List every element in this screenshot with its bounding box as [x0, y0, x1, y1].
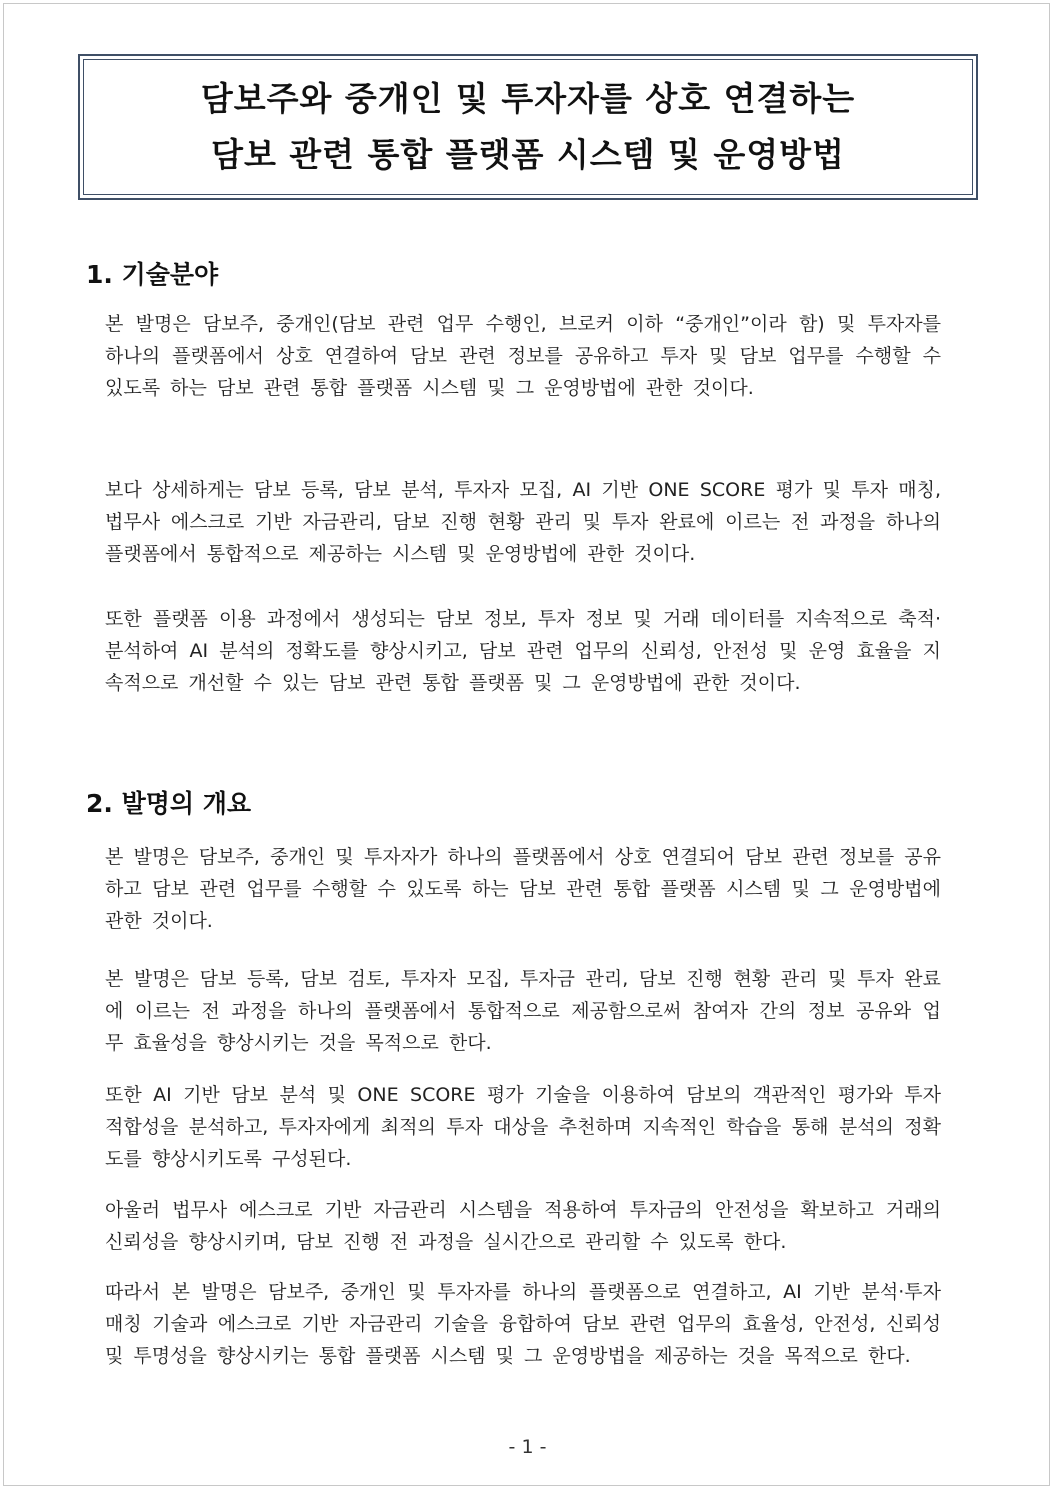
title-line-2: 담보 관련 통합 플랫폼 시스템 및 운영방법 — [211, 135, 845, 174]
title-box-inner — [83, 59, 973, 195]
section2-paragraph-2: 본 발명은 담보 등록, 담보 검토, 투자자 모집, 투자금 관리, 담보 진행 현황 관리 및 투자 완료에 이르는 전 과정을 하나의 플랫폼에서 통합적으로 제공함으로써 참여자 간의 정보 공유와 업무 효율성을 향상시키는 것을 목적으로 한다. — [105, 968, 941, 1054]
section2-paragraph-5: 따라서 본 발명은 담보주, 중개인 및 투자자를 하나의 플랫폼으로 연결하고, AI 기반 분석·투자 매칭 기술과 에스크로 기반 자금관리 기술을 융합하여 담보 관련 업무의 효율성, 안전성, 신뢰성 및 투명성을 향상시키는 통합 플랫폼 시스템 및 그 운영방법을 제공하는 것을 목적으로 한다. — [105, 1281, 941, 1367]
section-heading-summary: 2. 발명의 개요 — [86, 789, 252, 818]
section1-paragraph-2: 보다 상세하게는 담보 등록, 담보 분석, 투자자 모집, AI 기반 ONE SCORE 평가 및 투자 매칭, 법무사 에스크로 기반 자금관리, 담보 진행 현황 관리 및 투자 완료에 이르는 전 과정을 하나의 플랫폼에서 통합적으로 제공하는 시스템 및 운영방법에 관한 것이다. — [105, 479, 941, 565]
section2-paragraph-1: 본 발명은 담보주, 중개인 및 투자자가 하나의 플랫폼에서 상호 연결되어 담보 관련 정보를 공유하고 담보 관련 업무를 수행할 수 있도록 하는 담보 관련 통합 플랫폼 시스템 및 그 운영방법에 관한 것이다. — [105, 846, 941, 932]
page-number: - 1 - — [508, 1436, 547, 1458]
section-heading-technical-field: 1. 기술분야 — [86, 260, 219, 289]
document-page — [3, 3, 1050, 1486]
section2-paragraph-3: 또한 AI 기반 담보 분석 및 ONE SCORE 평가 기술을 이용하여 담보의 객관적인 평가와 투자 적합성을 분석하고, 투자자에게 최적의 투자 대상을 추천하며 지속적인 학습을 통해 분석의 정확도를 향상시키도록 구성된다. — [105, 1084, 941, 1170]
title-box — [78, 54, 978, 200]
section2-paragraph-4: 아울러 법무사 에스크로 기반 자금관리 시스템을 적용하여 투자금의 안전성을 확보하고 거래의 신뢰성을 향상시키며, 담보 진행 전 과정을 실시간으로 관리할 수 있도록 한다. — [105, 1199, 941, 1253]
section1-paragraph-3: 또한 플랫폼 이용 과정에서 생성되는 담보 정보, 투자 정보 및 거래 데이터를 지속적으로 축적·분석하여 AI 분석의 정확도를 향상시키고, 담보 관련 업무의 신뢰성, 안전성 및 운영 효율을 지속적으로 개선할 수 있는 담보 관련 통합 플랫폼 및 그 운영방법에 관한 것이다. — [105, 608, 941, 694]
title-line-1: 담보주와 중개인 및 투자자를 상호 연결하는 — [200, 79, 856, 118]
section1-paragraph-1: 본 발명은 담보주, 중개인(담보 관련 업무 수행인, 브로커 이하 “중개인”이라 함) 및 투자자를 하나의 플랫폼에서 상호 연결하여 담보 관련 정보를 공유하고 투자 및 담보 업무를 수행할 수 있도록 하는 담보 관련 통합 플랫폼 시스템 및 그 운영방법에 관한 것이다. — [105, 313, 941, 399]
